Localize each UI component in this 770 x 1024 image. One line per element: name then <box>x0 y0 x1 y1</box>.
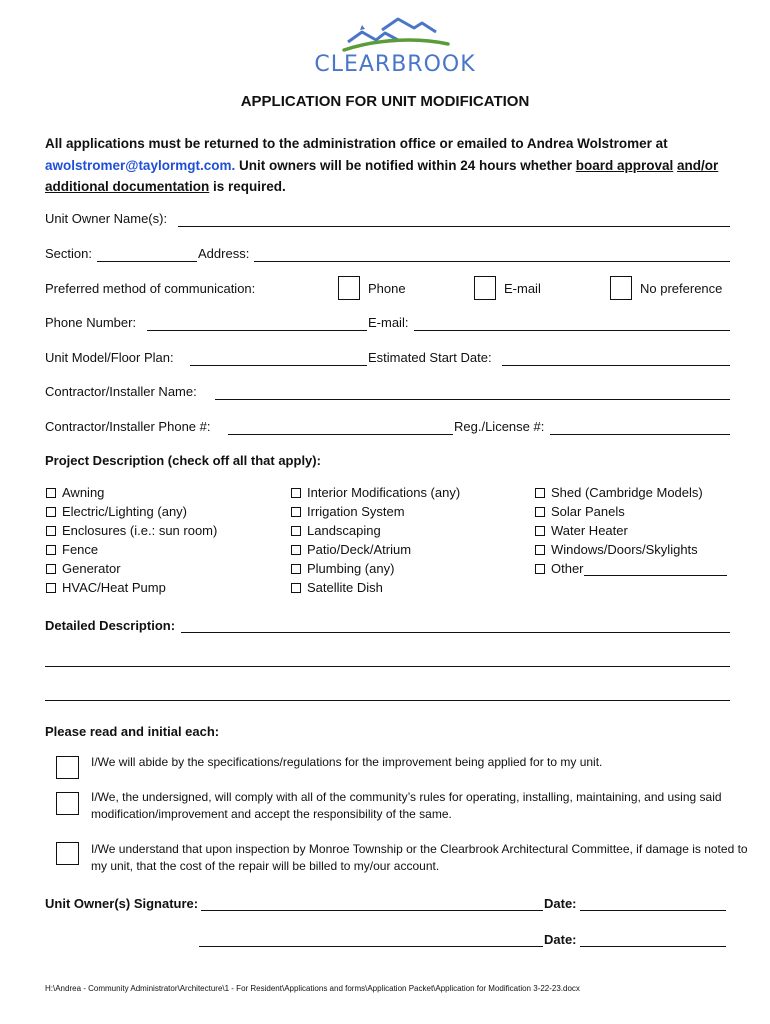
date-field[interactable] <box>580 910 726 911</box>
project-option-awning[interactable]: Awning <box>45 483 217 502</box>
checkbox-icon[interactable] <box>291 488 301 498</box>
detailed-description-label: Detailed Description: <box>45 618 176 633</box>
checkbox-icon[interactable] <box>535 564 545 574</box>
clearbrook-logo <box>290 14 500 78</box>
detailed-description-line-1[interactable] <box>181 632 730 633</box>
project-option-shed[interactable]: Shed (Cambridge Models) <box>534 483 727 502</box>
detailed-description-line-3[interactable] <box>45 700 730 701</box>
intro-text-1: All applications must be returned to the administration office or emailed to Andrea Wolstromer at <box>45 136 668 151</box>
checkbox-icon[interactable] <box>46 488 56 498</box>
project-option-fence[interactable]: Fence <box>45 540 217 559</box>
checkbox-icon[interactable] <box>291 583 301 593</box>
checkbox-icon[interactable] <box>291 564 301 574</box>
section-field[interactable] <box>97 261 197 262</box>
email-checkbox[interactable] <box>474 276 496 300</box>
intro-text-2: Unit owners will be notified within 24 hours whether <box>235 157 576 173</box>
project-option-irrigation[interactable]: Irrigation System <box>290 502 460 521</box>
address-field[interactable] <box>254 261 730 262</box>
detailed-description-line-2[interactable] <box>45 666 730 667</box>
signature-field-2[interactable] <box>199 946 543 947</box>
section-label: Section: <box>45 246 92 261</box>
project-option-enclosures[interactable]: Enclosures (i.e.: sun room) <box>45 521 217 540</box>
project-option-patio[interactable]: Patio/Deck/Atrium <box>290 540 460 559</box>
unit-owner-names-field[interactable] <box>178 226 730 227</box>
date-field-2[interactable] <box>580 946 726 947</box>
signature-label: Unit Owner(s) Signature: <box>45 896 199 911</box>
start-date-field[interactable] <box>502 365 730 366</box>
project-option-solar[interactable]: Solar Panels <box>534 502 727 521</box>
license-field[interactable] <box>550 434 730 435</box>
checkbox-icon[interactable] <box>291 526 301 536</box>
additional-docs-text: and/or additional documentation <box>45 157 719 194</box>
project-option-windows[interactable]: Windows/Doors/Skylights <box>534 540 727 559</box>
checkbox-icon[interactable] <box>291 545 301 555</box>
project-column-3 <box>534 483 727 578</box>
preferred-method-label: Preferred method of communication: <box>45 281 256 296</box>
board-approval-text: board approval <box>575 157 674 173</box>
date-label: Date: <box>544 896 577 911</box>
contractor-phone-label: Contractor/Installer Phone #: <box>45 419 211 434</box>
checkbox-icon[interactable] <box>291 507 301 517</box>
license-label: Reg./License #: <box>454 419 545 434</box>
checkbox-icon[interactable] <box>535 545 545 555</box>
project-option-other[interactable]: Other <box>534 559 727 578</box>
start-date-label: Estimated Start Date: <box>368 350 492 365</box>
initial-box-3[interactable] <box>56 842 79 865</box>
project-column-1 <box>45 483 217 597</box>
page-title: APPLICATION FOR UNIT MODIFICATION <box>240 93 530 110</box>
checkbox-icon[interactable] <box>535 507 545 517</box>
project-option-satellite[interactable]: Satellite Dish <box>290 578 460 597</box>
initial-box-1[interactable] <box>56 756 79 779</box>
project-option-hvac[interactable]: HVAC/Heat Pump <box>45 578 217 597</box>
checkbox-icon[interactable] <box>46 564 56 574</box>
project-option-generator[interactable]: Generator <box>45 559 217 578</box>
email-field[interactable] <box>414 330 730 331</box>
project-option-interior[interactable]: Interior Modifications (any) <box>290 483 460 502</box>
no-preference-checkbox[interactable] <box>610 276 632 300</box>
initial-statement-2: I/We, the undersigned, will comply with all of the community’s rules for operating, installing, maintaining, and using said modification/improvement and accept the responsibility of the same. <box>91 790 722 821</box>
phone-number-field[interactable] <box>147 330 367 331</box>
contractor-name-field[interactable] <box>215 399 730 400</box>
project-option-electric[interactable]: Electric/Lighting (any) <box>45 502 217 521</box>
checkbox-icon[interactable] <box>535 488 545 498</box>
project-option-water-heater[interactable]: Water Heater <box>534 521 727 540</box>
unit-model-label: Unit Model/Floor Plan: <box>45 350 174 365</box>
unit-owner-names-label: Unit Owner Name(s): <box>45 211 168 226</box>
project-description-heading: Project Description (check off all that apply): <box>45 453 321 468</box>
checkbox-icon[interactable] <box>46 526 56 536</box>
checkbox-icon[interactable] <box>46 583 56 593</box>
phone-number-label: Phone Number: <box>45 315 137 330</box>
checkbox-icon[interactable] <box>535 526 545 536</box>
unit-model-field[interactable] <box>190 365 367 366</box>
project-column-2 <box>290 483 460 597</box>
address-label: Address: <box>198 246 250 261</box>
intro-text <box>45 133 735 198</box>
initial-statement-1: I/We will abide by the specifications/regulations for the improvement being applied for to my unit. <box>91 755 603 769</box>
checkbox-icon[interactable] <box>46 545 56 555</box>
admin-email-link[interactable]: awolstromer@taylormgt.com. <box>45 157 236 173</box>
logo-text: CLEARBROOK <box>314 52 476 77</box>
email-label: E-mail: <box>368 315 409 330</box>
file-path-footer: H:\Andrea - Community Administrator\Architecture\1 - For Resident\Applications and forms\Application Packet\Application for Modification 3-22-23.docx <box>45 984 580 993</box>
initials-heading: Please read and initial each: <box>45 724 220 739</box>
project-option-landscaping[interactable]: Landscaping <box>290 521 460 540</box>
date-label-2: Date: <box>544 932 577 947</box>
house-roofs-icon <box>290 14 500 54</box>
intro-text-3: is required. <box>209 179 286 194</box>
phone-checkbox[interactable] <box>338 276 360 300</box>
contractor-phone-field[interactable] <box>228 434 453 435</box>
checkbox-icon[interactable] <box>46 507 56 517</box>
phone-option-label: Phone <box>368 281 406 296</box>
initial-box-2[interactable] <box>56 792 79 815</box>
contractor-name-label: Contractor/Installer Name: <box>45 384 197 399</box>
signature-field[interactable] <box>201 910 543 911</box>
initial-statement-3: I/We understand that upon inspection by Monroe Township or the Clearbrook Architectural Committee, if damage is noted to my unit, that the cost of the repair will be billed to my/our account. <box>91 842 748 873</box>
project-option-plumbing[interactable]: Plumbing (any) <box>290 559 460 578</box>
no-preference-option-label: No preference <box>640 281 723 296</box>
email-option-label: E-mail <box>504 281 541 296</box>
other-field[interactable] <box>584 562 727 576</box>
